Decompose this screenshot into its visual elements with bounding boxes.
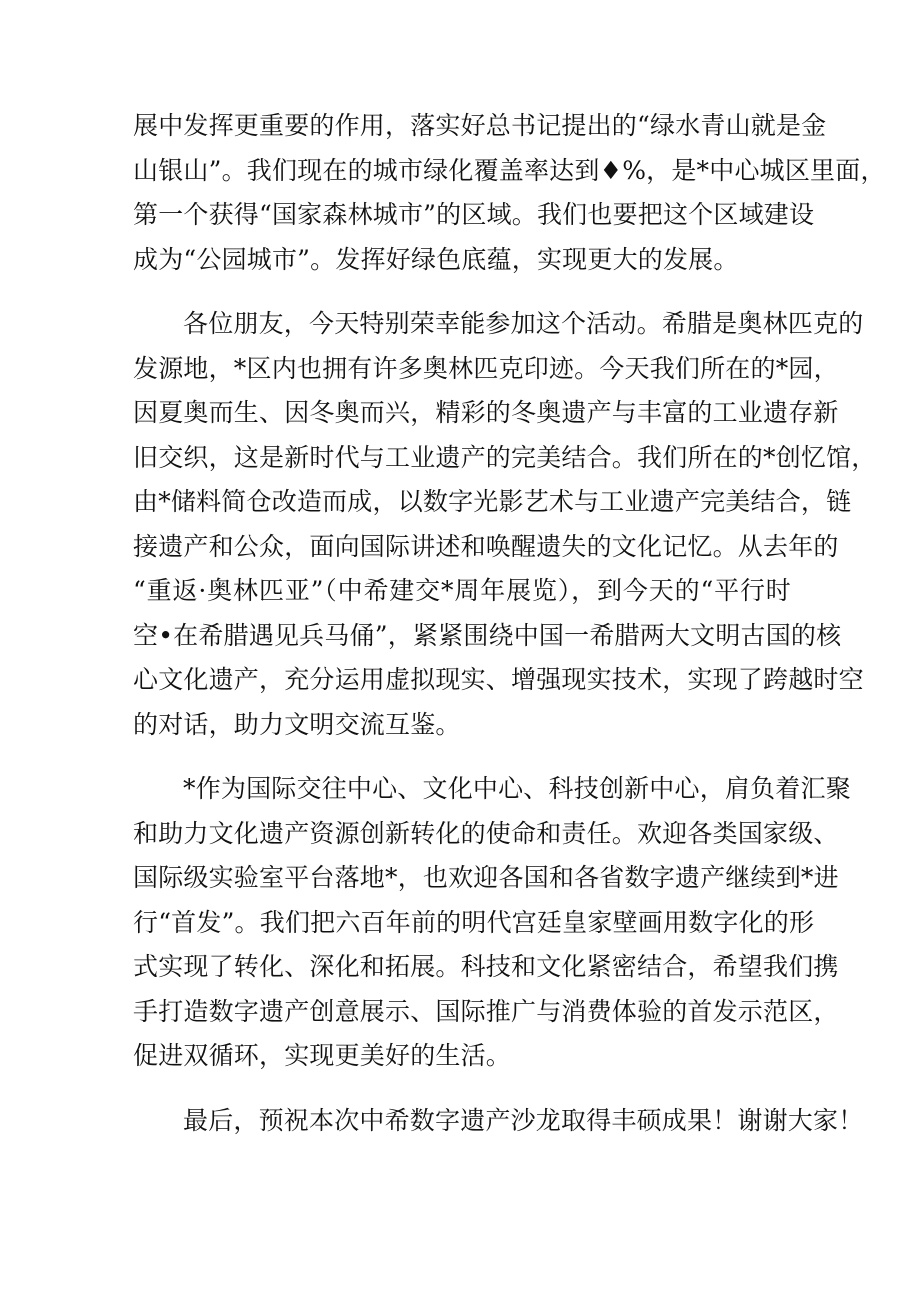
text-line: 旧交织，这是新时代与工业遗产的完美结合。我们所在的*创忆馆， [133,442,877,472]
text-line: 由*储料简仓改造而成，以数字光影艺术与工业遗产完美结合，链 [133,487,852,516]
text-line: 的对话，助力文明交流互鉴。 [133,709,461,739]
text-line: 各位朋友，今天特别荣幸能参加这个活动。希腊是奥林匹克的 [183,309,864,338]
paragraph-gap [133,282,791,302]
paragraph-3 [133,767,851,1079]
text-line: 心文化遗产，充分运用虚拟现实、增强现实技术，实现了跨越时空 [133,665,864,694]
text-line: 式实现了转化、深化和拓展。科技和文化紧密结合，希望我们携 [133,952,839,981]
text-line: “重返·奥林匹亚”（中希建交*周年展览），到今天的“平行时 [133,576,791,605]
text-line: 接遗产和公众，面向国际讲述和唤醒遗失的文化记忆。从去年的 [133,531,839,561]
text-line: 成为“公园城市”。发挥好绿色底蕴，实现更大的发展。 [133,244,739,274]
document-body [133,104,886,1143]
text-line: 国际级实验室平台落地*，也欢迎各国和各省数字遗产继续到*进 [133,863,839,892]
text-line: 手打造数字遗产创意展示、国际推广与消费体验的首发示范区， [133,996,839,1026]
text-line: 行“首发”。我们把六百年前的明代宫廷皇家壁画用数字化的形 [133,907,815,937]
paragraph-gap [133,747,791,767]
paragraph-4 [133,1099,864,1144]
text-line: 因夏奥而生、因冬奥而兴，精彩的冬奥遗产与丰富的工业遗存新 [133,398,839,427]
text-line: *作为国际交往中心、文化中心、科技创新中心，肩负着汇聚 [183,774,851,803]
text-line: 第一个获得“国家森林城市”的区域。我们也要把这个区域建设 [133,200,815,229]
text-line: 空•在希腊遇见兵马俑”，紧紧围绕中国一希腊两大文明古国的核 [133,620,842,650]
text-line: 最后，预祝本次中希数字遗产沙龙取得丰硕成果！谢谢大家！ [183,1105,864,1135]
paragraph-2 [133,302,877,747]
text-line: 促进双循环，实现更美好的生活。 [133,1041,512,1070]
text-line: 山银山”。我们现在的城市绿化覆盖率达到♦%，是*中心城区里面， [133,155,886,185]
paragraph-gap [133,1079,791,1099]
paragraph-1 [133,104,886,282]
text-line: 发源地，*区内也拥有许多奥林匹克印迹。今天我们所在的*园， [133,353,839,383]
text-line: 和助力文化遗产资源创新转化的使命和责任。欢迎各类国家级、 [133,818,839,848]
text-line: 展中发挥更重要的作用，落实好总书记提出的“绿水青山就是金 [133,111,827,140]
